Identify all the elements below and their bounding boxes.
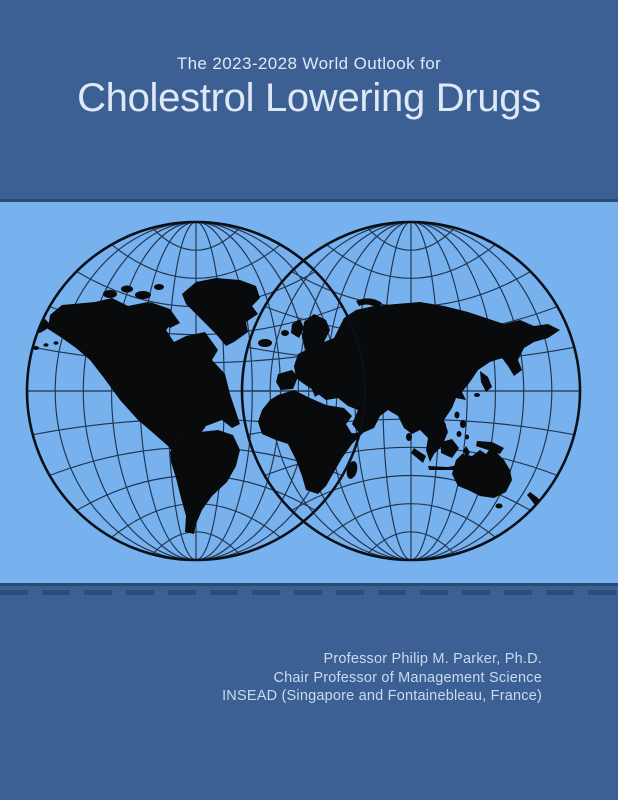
map-panel bbox=[0, 199, 618, 586]
author-name: Professor Philip M. Parker, Ph.D. bbox=[323, 651, 542, 667]
author-block bbox=[62, 650, 542, 706]
author-title: Chair Professor of Management Science bbox=[273, 669, 542, 686]
series-title: The 2023-2028 World Outlook for bbox=[176, 54, 442, 73]
double-globe-world-map-illustration bbox=[0, 202, 618, 583]
book-title: Cholestrol Lowering Drugs bbox=[77, 76, 541, 120]
decorative-dashed-strip bbox=[0, 590, 618, 595]
author-affiliation: INSEAD (Singapore and Fontainebleau, France) bbox=[222, 688, 542, 704]
graticule-lines bbox=[27, 222, 580, 560]
